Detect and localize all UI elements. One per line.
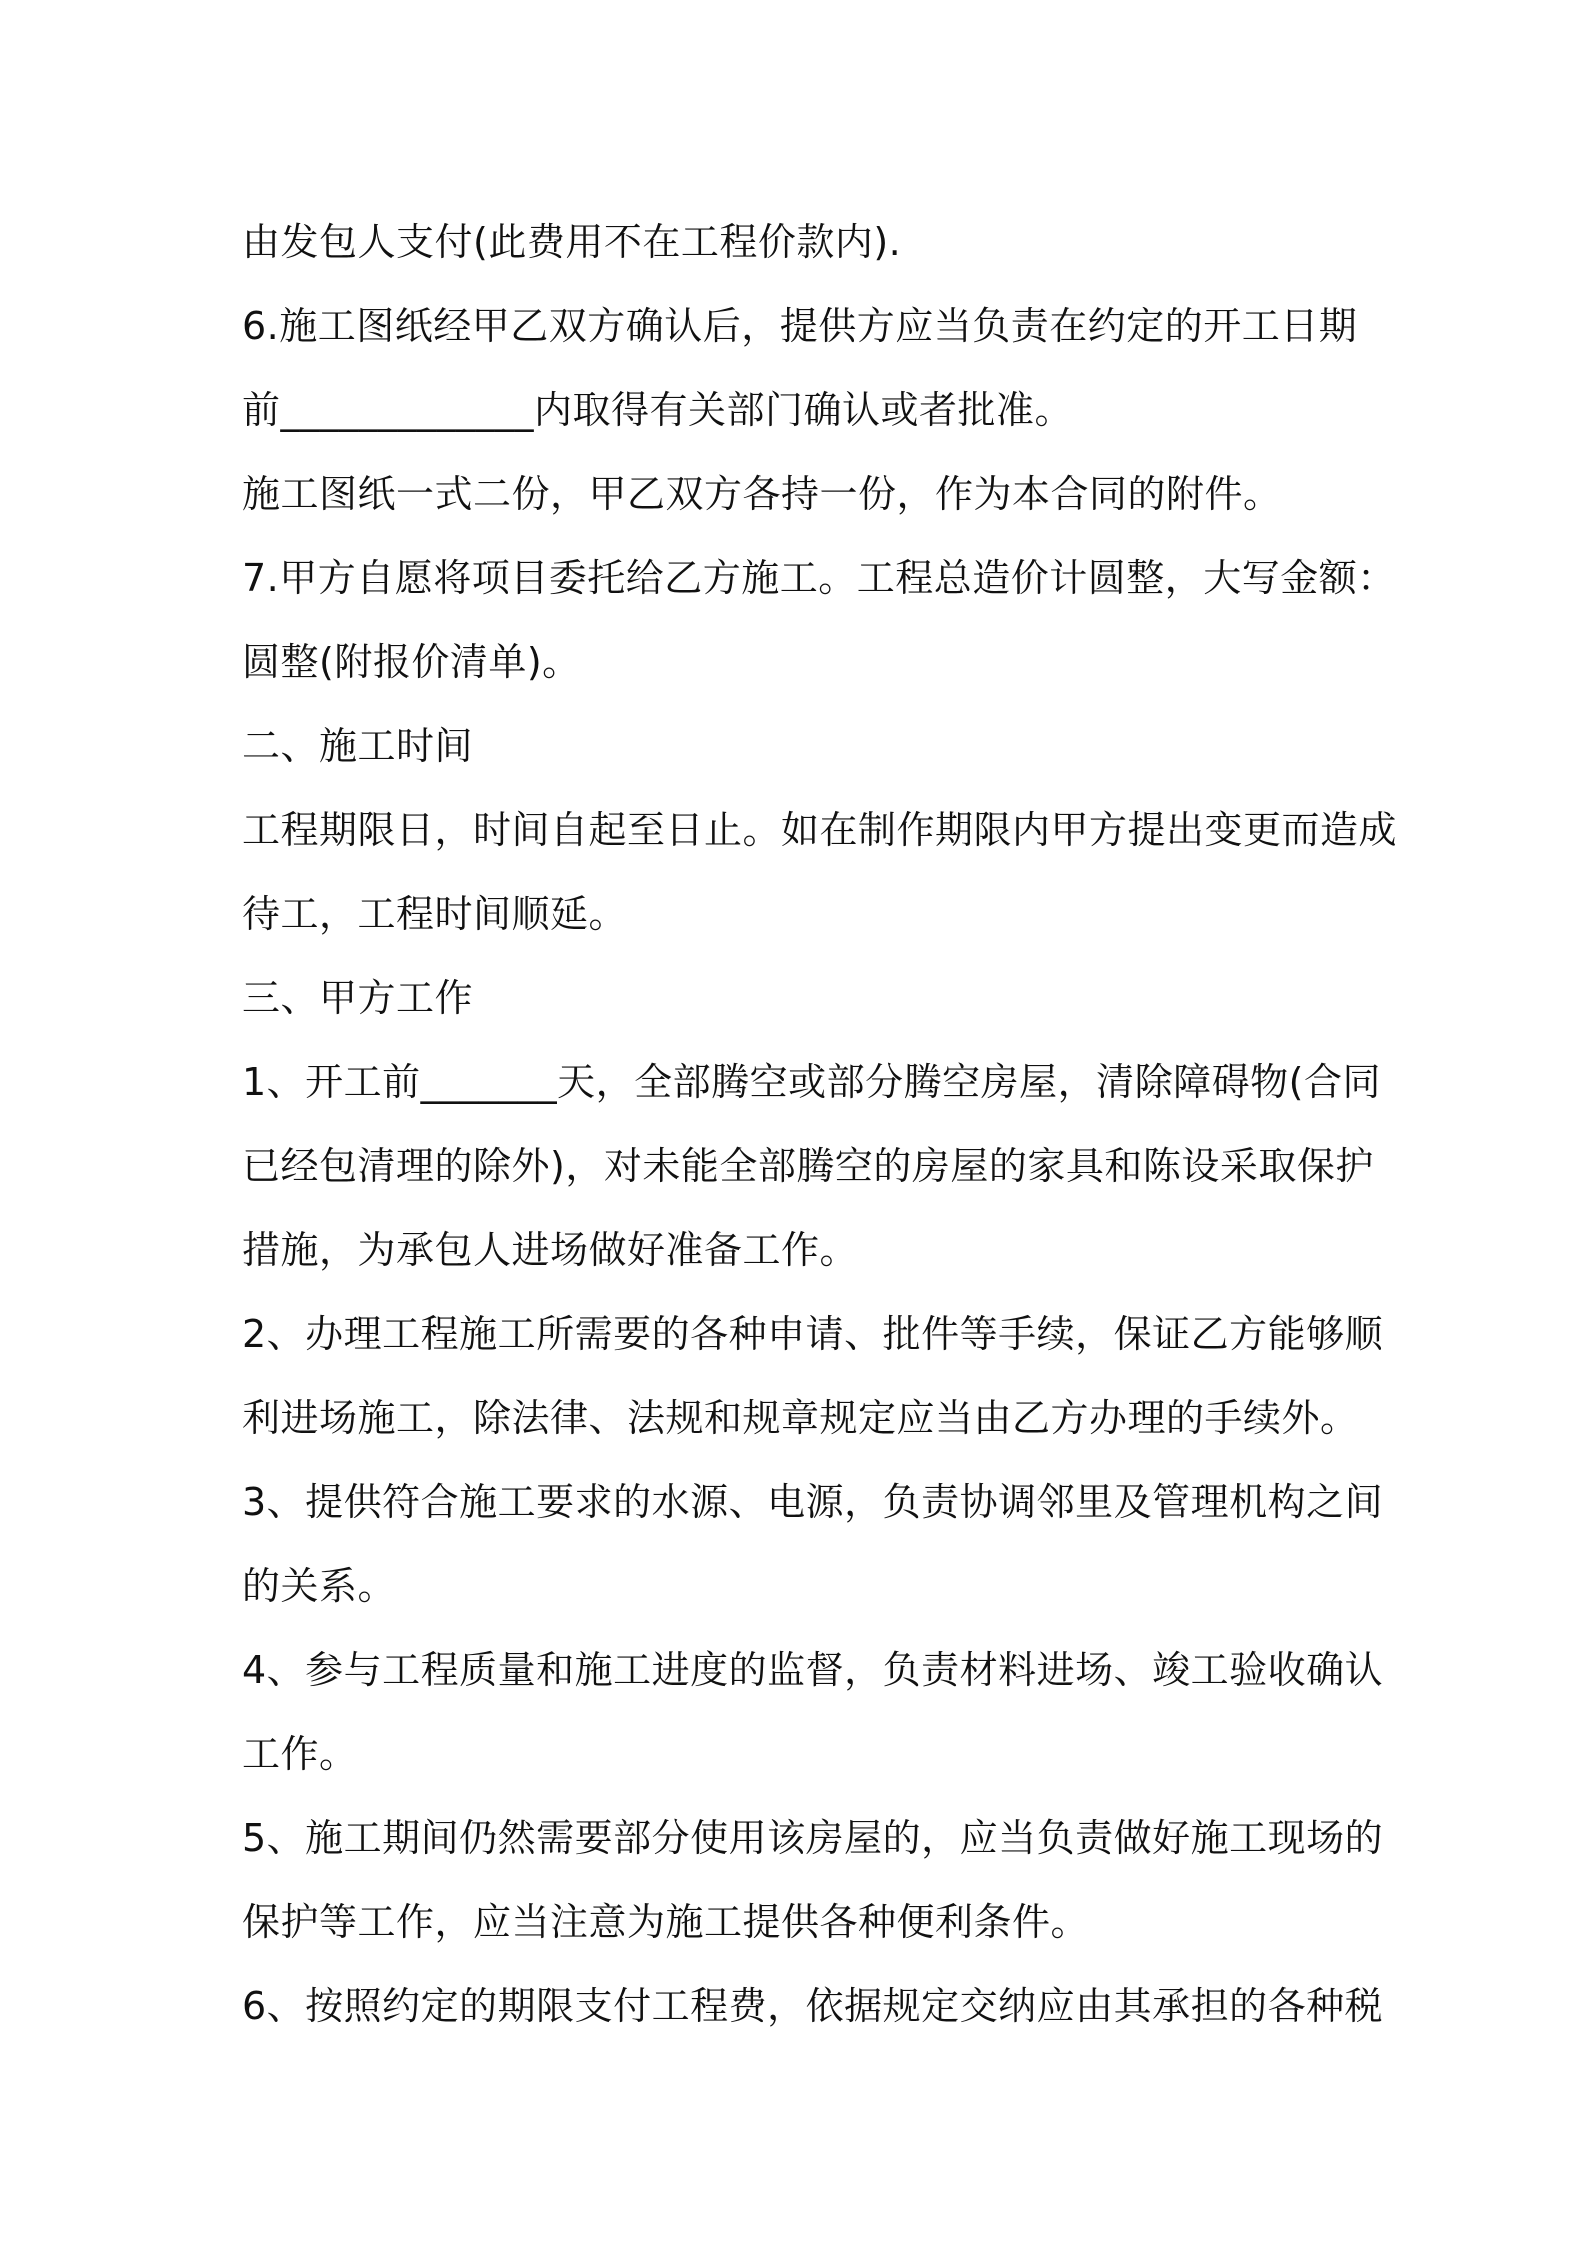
- document-body: [242, 200, 1398, 2048]
- text-line: 施工图纸一式二份，甲乙双方各持一份，作为本合同的附件。: [242, 472, 1282, 516]
- text-line: 利进场施工，除法律、法规和规章规定应当由乙方办理的手续外。: [242, 1396, 1359, 1440]
- text-line: 1、开工前_______天，全部腾空或部分腾空房屋，清除障碍物(合同: [242, 1060, 1382, 1104]
- text-line: 6、按照约定的期限支付工程费，依据规定交纳应由其承担的各种税: [242, 1984, 1384, 2028]
- text-line: 保护等工作，应当注意为施工提供各种便利条件。: [242, 1900, 1090, 1944]
- text-line: 前_____________内取得有关部门确认或者批准。: [242, 388, 1074, 432]
- text-line: 2、办理工程施工所需要的各种申请、批件等手续，保证乙方能够顺: [242, 1312, 1384, 1356]
- text-line: 已经包清理的除外)，对未能全部腾空的房屋的家具和陈设采取保护: [242, 1144, 1374, 1188]
- text-line: 的关系。: [242, 1564, 397, 1608]
- text-line: 5、施工期间仍然需要部分使用该房屋的，应当负责做好施工现场的: [242, 1816, 1384, 1860]
- section-heading: 三、甲方工作: [242, 976, 474, 1020]
- section-heading: 二、施工时间: [242, 724, 474, 768]
- text-line: 3、提供符合施工要求的水源、电源，负责协调邻里及管理机构之间: [242, 1480, 1384, 1524]
- text-line: 4、参与工程质量和施工进度的监督，负责材料进场、竣工验收确认: [242, 1648, 1384, 1692]
- text-line: 圆整(附报价清单)。: [242, 640, 581, 684]
- text-line: 工作。: [242, 1732, 358, 1776]
- text-line: 工程期限日，时间自起至日止。如在制作期限内甲方提出变更而造成: [242, 808, 1398, 852]
- text-line: 由发包人支付(此费用不在工程价款内).: [242, 220, 902, 264]
- text-line: 6.施工图纸经甲乙双方确认后，提供方应当负责在约定的开工日期: [242, 304, 1358, 348]
- text-line: 措施，为承包人进场做好准备工作。: [242, 1228, 859, 1272]
- text-line: 待工，工程时间顺延。: [242, 892, 628, 936]
- text-line: 7.甲方自愿将项目委托给乙方施工。工程总造价计圆整，大写金额：: [242, 556, 1396, 600]
